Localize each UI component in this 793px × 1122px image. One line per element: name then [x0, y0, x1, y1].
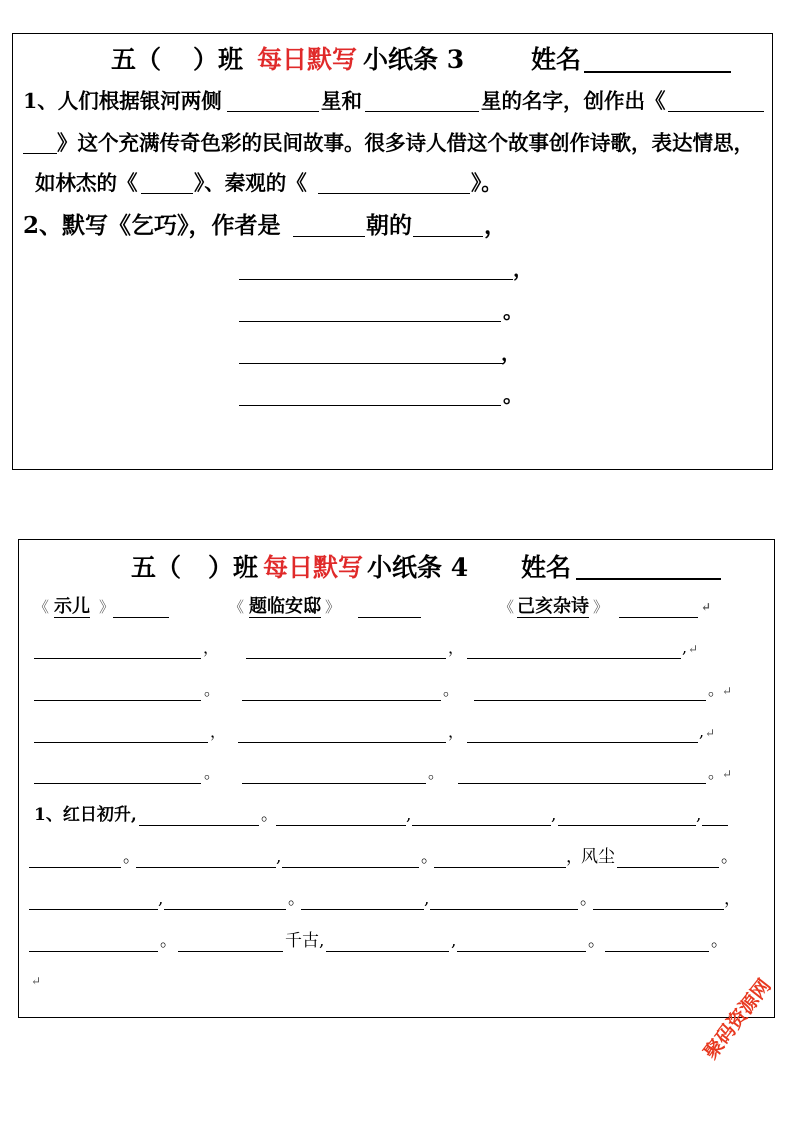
- punctuation: 。: [160, 931, 177, 951]
- bracket-close: 》: [99, 598, 115, 616]
- punctuation: ，: [448, 638, 465, 657]
- dynasty-blank: [293, 236, 365, 237]
- name-label: 姓名: [521, 553, 572, 582]
- bracket-close: 》: [325, 598, 341, 616]
- return-mark-icon: ↵: [722, 767, 733, 781]
- punctuation: 。: [503, 299, 523, 323]
- question-text: 星和: [321, 89, 362, 113]
- punctuation: ,: [696, 805, 702, 825]
- answer-blank: [29, 909, 158, 910]
- punctuation: ,: [699, 722, 705, 741]
- answer-blank: [178, 951, 283, 952]
- answer-blank: [276, 825, 406, 826]
- passage-text: 风尘: [581, 847, 615, 867]
- answer-blank: [605, 951, 709, 952]
- punctuation: 。: [588, 931, 605, 951]
- class-suffix: ）班: [193, 45, 244, 74]
- answer-blank: [668, 111, 764, 112]
- class-suffix: ）班: [208, 553, 259, 582]
- bracket-open: 《: [34, 598, 50, 616]
- answer-blank: [467, 658, 681, 659]
- title-text: 小纸条 3: [363, 45, 465, 74]
- card-title: [13, 47, 772, 73]
- class-prefix: 五（: [131, 553, 182, 582]
- punctuation: ,: [451, 931, 457, 951]
- poem-line-3: [13, 343, 772, 369]
- bracket-open: 《: [499, 598, 515, 616]
- answer-blank: [227, 111, 319, 112]
- bracket-close: 》: [593, 598, 609, 616]
- punctuation: ,: [424, 889, 430, 909]
- watermark-logo: 聚码资源网: [699, 974, 776, 1064]
- poem-row-3: [19, 724, 774, 750]
- answer-blank: [34, 700, 201, 701]
- question-text: 朝的: [366, 212, 412, 239]
- answer-blank: [29, 867, 121, 868]
- answer-blank: [239, 321, 501, 322]
- return-mark-icon: ↵: [705, 726, 716, 740]
- passage-text: 千古,: [285, 931, 325, 951]
- answer-blank: [430, 909, 578, 910]
- poem-titles-row: [19, 598, 774, 624]
- passage-line-3: [19, 891, 774, 917]
- answer-blank: [242, 783, 426, 784]
- answer-blank: [617, 867, 719, 868]
- poem-title: 示儿: [54, 596, 90, 617]
- punctuation: ,: [158, 889, 164, 909]
- punctuation: ,: [682, 638, 688, 657]
- passage-text: 1、红日初升,: [34, 805, 137, 825]
- punctuation: 。: [421, 847, 438, 867]
- return-mark-icon: ↵: [722, 684, 733, 698]
- punctuation: ,: [276, 847, 282, 867]
- answer-blank: [467, 742, 698, 743]
- question-1-line-3: [13, 173, 772, 199]
- author-blank: [358, 617, 421, 618]
- answer-blank: [326, 951, 449, 952]
- answer-blank: [141, 193, 193, 194]
- poem-line-1: [13, 259, 772, 285]
- poem-line-2: [13, 301, 772, 327]
- answer-blank: [558, 825, 696, 826]
- bracket-open: 《: [229, 598, 245, 616]
- dictation-card-4: [18, 539, 775, 1018]
- title-highlight: 每日默写: [263, 553, 364, 582]
- question-2: [13, 214, 772, 240]
- author-blank: [619, 617, 698, 618]
- punctuation: ,: [406, 805, 412, 825]
- return-mark-icon: ↵: [701, 600, 712, 614]
- title-highlight: 每日默写: [257, 45, 358, 74]
- return-mark-icon: ↵: [31, 974, 42, 988]
- answer-blank: [239, 405, 501, 406]
- answer-blank: [434, 867, 566, 868]
- punctuation: 。: [443, 680, 460, 699]
- author-blank: [113, 617, 169, 618]
- answer-blank: [238, 742, 446, 743]
- answer-blank: [139, 825, 259, 826]
- answer-blank: [412, 825, 551, 826]
- question-text: 如林杰的《: [35, 171, 138, 195]
- answer-blank: [242, 700, 441, 701]
- answer-blank: [164, 909, 286, 910]
- poem-title: 己亥杂诗: [517, 596, 589, 617]
- punctuation: 。: [261, 805, 278, 825]
- question-text: 星的名字，创作出《: [481, 89, 666, 113]
- card-title: [19, 555, 774, 581]
- punctuation: 。: [708, 763, 725, 782]
- punctuation: ，: [203, 638, 220, 657]
- punctuation: ，: [448, 722, 465, 741]
- answer-blank: [34, 658, 201, 659]
- question-1-line-2: [13, 133, 772, 159]
- answer-blank: [702, 825, 728, 826]
- question-text: 》。: [471, 171, 502, 195]
- answer-blank: [136, 867, 276, 868]
- answer-blank: [34, 783, 201, 784]
- author-blank: [413, 236, 483, 237]
- answer-blank: [282, 867, 419, 868]
- passage-line-1: [19, 807, 774, 833]
- punctuation: 。: [503, 383, 523, 407]
- question-text: 》、秦观的《: [194, 171, 307, 195]
- answer-blank: [318, 193, 470, 194]
- passage-line-4: [19, 933, 774, 959]
- class-prefix: 五（: [111, 45, 162, 74]
- answer-blank: [593, 909, 724, 910]
- answer-blank: [34, 742, 208, 743]
- question-text: 》这个充满传奇色彩的民间故事。很多诗人借这个故事创作诗歌，表达情思，: [57, 131, 754, 155]
- poem-row-4: [19, 765, 774, 791]
- answer-blank: [474, 700, 706, 701]
- punctuation: ,: [551, 805, 557, 825]
- answer-blank: [458, 783, 706, 784]
- punctuation: ，: [210, 722, 227, 741]
- name-blank: [584, 71, 731, 73]
- answer-blank: [239, 279, 513, 280]
- poem-row-2: [19, 682, 774, 708]
- answer-blank: [23, 153, 57, 154]
- punctuation: 。: [580, 889, 597, 909]
- name-blank: [576, 578, 721, 580]
- punctuation: 。: [428, 763, 445, 782]
- answer-blank: [239, 363, 503, 364]
- answer-blank: [365, 111, 479, 112]
- name-label: 姓名: [531, 45, 582, 74]
- question-1-line-1: [13, 91, 772, 117]
- punctuation: ，: [484, 212, 507, 239]
- poem-title: 题临安邸: [249, 596, 321, 617]
- punctuation: 。: [711, 931, 728, 951]
- question-text: 2、默写《乞巧》，作者是: [23, 212, 281, 239]
- punctuation: 。: [204, 763, 221, 782]
- punctuation: 。: [721, 847, 738, 867]
- return-mark-icon: ↵: [688, 642, 699, 656]
- answer-blank: [29, 951, 158, 952]
- punctuation: ，: [513, 257, 533, 281]
- poem-row-1: [19, 640, 774, 666]
- punctuation: 。: [288, 889, 305, 909]
- passage-line-5: [19, 972, 774, 998]
- punctuation: ，: [724, 889, 741, 909]
- punctuation: ，: [501, 341, 521, 365]
- answer-blank: [457, 951, 586, 952]
- poem-line-4: [13, 385, 772, 411]
- passage-line-2: [19, 849, 774, 875]
- punctuation: 。: [204, 680, 221, 699]
- title-text: 小纸条 4: [367, 553, 469, 582]
- question-text: 1、人们根据银河两侧: [23, 89, 222, 113]
- punctuation: 。: [123, 847, 140, 867]
- answer-blank: [301, 909, 424, 910]
- dictation-card-3: [12, 33, 773, 470]
- punctuation: 。: [708, 680, 725, 699]
- punctuation: ，: [566, 847, 583, 867]
- answer-blank: [246, 658, 446, 659]
